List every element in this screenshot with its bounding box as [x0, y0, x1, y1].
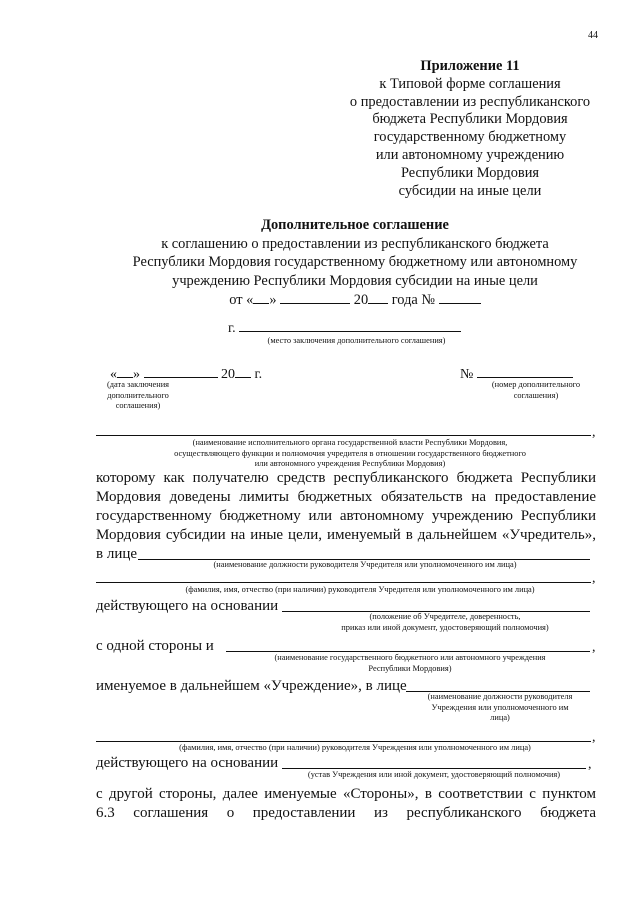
institution-basis-field[interactable]: [282, 768, 586, 769]
acting-basis-label: действующего на основании: [96, 598, 279, 614]
institution-fio-field[interactable]: [96, 741, 591, 742]
institution-position-caption: (наименование должности руководителя Учреждения или уполномоченного им лица): [427, 692, 573, 722]
comma: ,: [592, 425, 596, 440]
v-litse-label: в лице: [96, 546, 138, 562]
number-caption: (номер дополнительного соглашения): [491, 380, 581, 400]
day-blank[interactable]: [253, 290, 269, 304]
annex-line: государственному бюджетному: [373, 129, 567, 146]
parties-paragraph: с другой стороны, далее именуемые «Стороны», в соответствии с пунктом 6.3 соглашения о предоставлении из республиканского бюджета: [96, 786, 596, 821]
page-number: 44: [588, 30, 598, 41]
institution-name-caption: (наименование государственного бюджетного или автономного учреждения Республики Мордовия): [274, 653, 546, 673]
place-field[interactable]: [239, 318, 461, 332]
founder-position-caption: (наименование должности руководителя Учредителя или уполномоченного им лица): [213, 560, 517, 569]
annex-line: к Типовой форме соглашения: [379, 75, 561, 92]
date-row: « » 20 г.: [110, 364, 262, 383]
number-row: №: [460, 364, 573, 383]
acting-basis-label: действующего на основании: [96, 755, 279, 771]
number-blank[interactable]: [439, 290, 481, 304]
year-field[interactable]: [235, 364, 251, 378]
institution-basis-caption: (устав Учреждения или иной документ, удостоверяющий полномочия): [307, 770, 561, 779]
institution-name-field[interactable]: [226, 651, 590, 652]
year-blank[interactable]: [368, 290, 388, 304]
one-side-label: с одной стороны и: [96, 638, 214, 654]
place-caption: (место заключения дополнительного соглашения): [267, 336, 446, 345]
document-title: Дополнительное соглашение: [261, 217, 449, 233]
day-field[interactable]: [117, 364, 133, 378]
founder-paragraph: которому как получателю средств республиканского бюджета Республики Мордовия доведены лимиты бюджетных обязательств на предоставление государственному бюджетному или автономному учреждению Республики Мордовия субсидии на иные цели, именуемый в дальнейшем «Учредитель»,: [96, 470, 596, 543]
document-title-block: [120, 216, 590, 310]
org-name-field[interactable]: [96, 435, 591, 436]
subtitle-line: к соглашению о предоставлении из республиканского бюджета: [161, 235, 549, 252]
annex-line: о предоставлении из республиканского: [349, 93, 591, 110]
month-blank[interactable]: [280, 290, 350, 304]
agreement-date-line: от « » 20 года №: [120, 290, 590, 310]
number-field[interactable]: [477, 364, 573, 378]
comma: ,: [592, 730, 596, 745]
annex-line: субсидии на иные цели: [398, 182, 542, 199]
annex-title: Приложение 11: [420, 58, 520, 74]
subtitle-line: Республики Мордовия государственному бюджетному или автономному: [132, 254, 578, 271]
founder-basis-caption: (положение об Учредителе, доверенность, приказ или иной документ, удостоверяющий полномочия): [341, 612, 549, 632]
annex-line: бюджета Республики Мордовия: [372, 111, 568, 128]
date-caption: (дата заключения дополнительного соглашения): [106, 380, 170, 410]
institution-fio-caption: (фамилия, имя, отчество (при наличии) руководителя Учреждения или уполномоченного им лица): [179, 743, 531, 752]
founder-fio-field[interactable]: [96, 582, 591, 583]
place-row: г.: [228, 318, 461, 337]
annex-line: Республики Мордовия: [400, 164, 540, 181]
annex-header: [340, 58, 600, 200]
comma: ,: [592, 640, 596, 655]
org-caption: (наименование исполнительного органа государственной власти Республики Мордовия, осуществляющего функции и полномочия учредителя в отношении государственного бюджетного или автономного учреждения Республики Мордовия): [174, 438, 526, 468]
institution-label: именуемое в дальнейшем «Учреждение», в лице: [96, 678, 407, 694]
month-field[interactable]: [144, 364, 218, 378]
annex-line: или автономному учреждению: [375, 146, 565, 163]
subtitle-line: учреждению Республики Мордовия субсидии на иные цели: [172, 272, 538, 289]
comma: ,: [588, 757, 592, 772]
founder-fio-caption: (фамилия, имя, отчество (при наличии) руководителя Учредителя или уполномоченного им лица): [185, 585, 535, 594]
comma: ,: [592, 571, 596, 586]
